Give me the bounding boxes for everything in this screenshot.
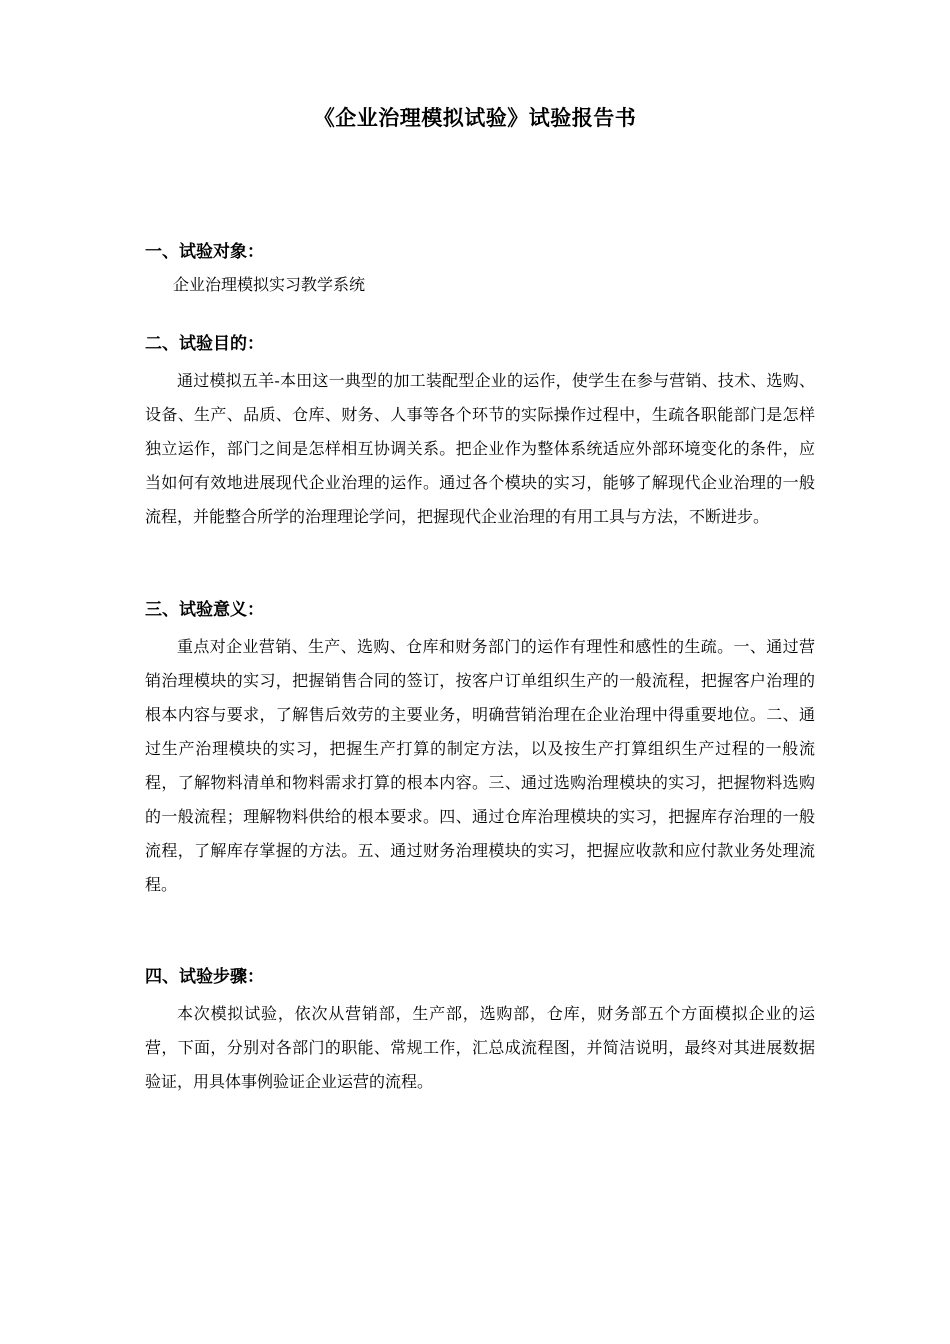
section-heading: 二、试验目的： — [145, 334, 264, 354]
section-experiment-purpose — [145, 330, 815, 534]
section-body: 本次模拟试验，依次从营销部，生产部，选购部，仓库，财务部五个方面模拟企业的运营，下面，分别对各部门的职能、常规工作，汇总成流程图，并简洁说明，最终对其进展数据验证，用具体事例验证企业运营的流程。 — [145, 1004, 815, 1091]
section-body: 通过模拟五羊-本田这一典型的加工装配型企业的运作，使学生在参与营销、技术、选购、设备、生产、品质、仓库、财务、人事等各个环节的实际操作过程中，生疏各职能部门是怎样独立运作，部门之间是怎样相互协调关系。把企业作为整体系统适应外部环境变化的条件，应当如何有效地进展现代企业治理的运作。通过各个模块的实习，能够了解现代企业治理的一般流程，并能整合所学的治理理论学问，把握现代企业治理的有用工具与方法，不断进步。 — [145, 371, 815, 526]
section-body: 重点对企业营销、生产、选购、仓库和财务部门的运作有理性和感性的生疏。一、通过营销治理模块的实习，把握销售合同的签订，按客户订单组织生产的一般流程，把握客户治理的根本内容与要求，了解售后效劳的主要业务，明确营销治理在企业治理中得重要地位。二、通过生产治理模块的实习，把握生产打算的制定方法，以及按生产打算组织生产过程的一般流程，了解物料清单和物料需求打算的根本内容。三、通过选购治理模块的实习，把握物料选购的一般流程；理解物料供给的根本要求。四、通过仓库治理模块的实习，把握库存治理的一般流程，了解库存掌握的方法。五、通过财务治理模块的实习，把握应收款和应付款业务处理流程。 — [145, 637, 815, 894]
section-body: 企业治理模拟实习教学系统 — [173, 275, 366, 294]
document-title: 《企业治理模拟试验》试验报告书 — [313, 105, 637, 130]
section-heading: 一、试验对象： — [145, 242, 264, 262]
section-heading: 三、试验意义： — [145, 600, 264, 620]
section-experiment-significance — [145, 596, 815, 902]
section-experiment-object — [145, 238, 815, 298]
section-experiment-steps — [145, 963, 815, 1099]
section-heading: 四、试验步骤： — [145, 967, 264, 987]
